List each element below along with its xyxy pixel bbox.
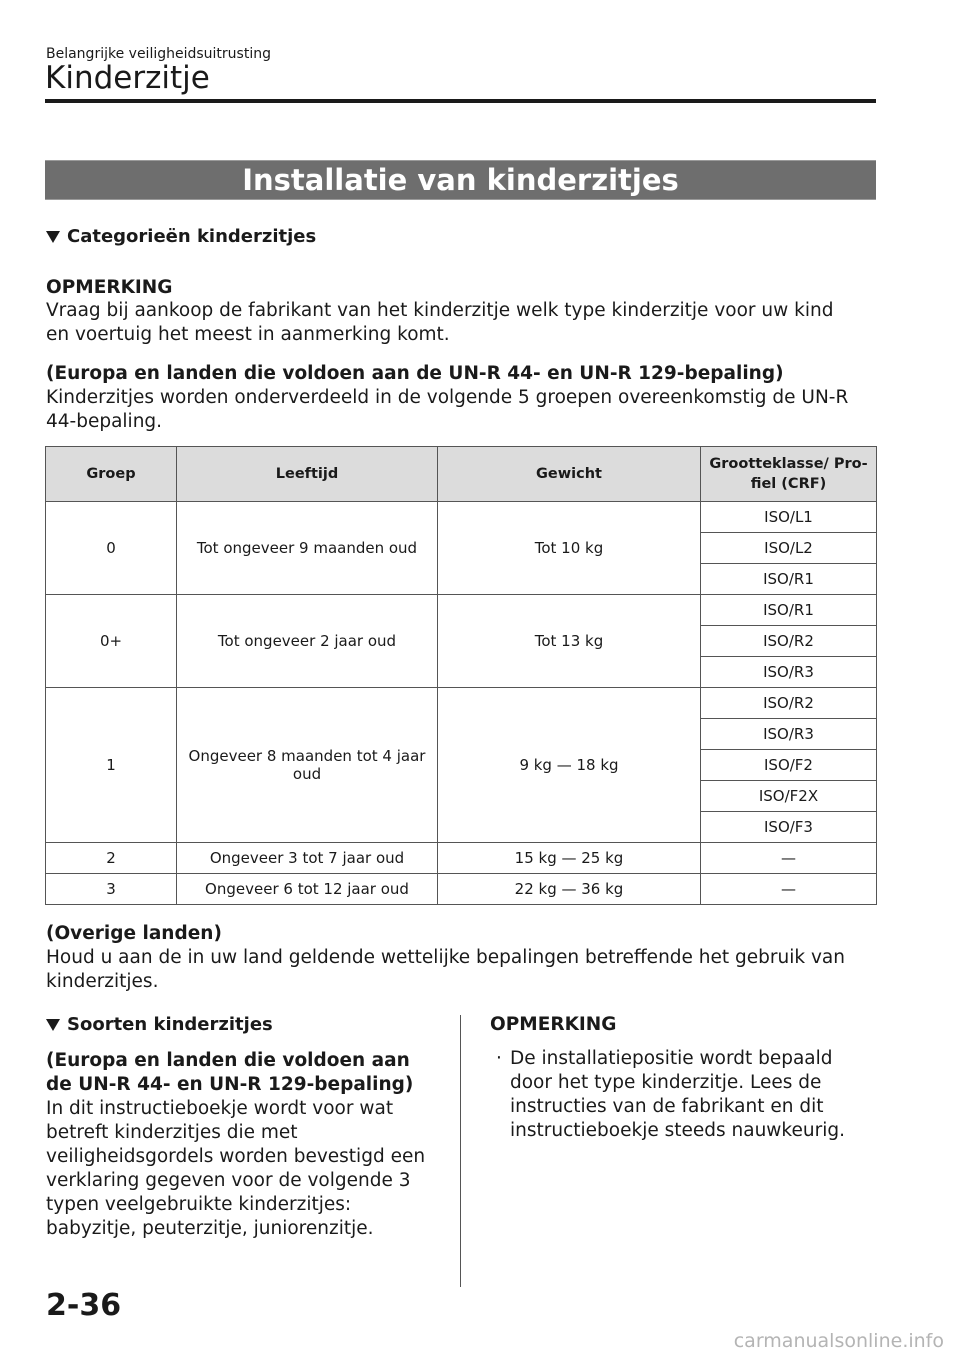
- other-countries-title: (Overige landen): [46, 923, 222, 944]
- age-cell: Ongeveer 8 maanden tot 4 jaar oud: [177, 688, 438, 843]
- footer-watermark: carmanualsonline.info: [733, 1330, 944, 1352]
- header-weight: Gewicht: [438, 447, 701, 502]
- table-row: [46, 843, 877, 874]
- group-cell: 1: [46, 688, 177, 843]
- group-cell: 0: [46, 502, 177, 595]
- size-class-cell: ISO/R2: [701, 688, 877, 719]
- group-cell: 2: [46, 843, 177, 874]
- header-group: Groep: [46, 447, 177, 502]
- categories-heading: [46, 226, 316, 247]
- size-class-cell: ISO/F2X: [701, 781, 877, 812]
- types-text: In dit instructieboekje wordt voor wat betreft kinderzitjes die met veiligheidsgordels worden bevestigd een verklaring gegeven voor de volgende 3 typen veelgebruikte kinderzitjes: babyzitje, peuterzitje, juniorenzitje.: [46, 1098, 426, 1239]
- group-cell: 0+: [46, 595, 177, 688]
- categories-note-label: OPMERKING: [46, 277, 173, 298]
- categories-heading-label: Categorieën kinderzitjes: [67, 226, 317, 247]
- types-heading: [46, 1014, 273, 1035]
- types-region-title: (Europa en landen die voldoen aan de UN‑R 44- en UN‑R 129-bepaling): [46, 1050, 414, 1095]
- size-class-cell: ISO/L2: [701, 533, 877, 564]
- size-class-cell: ISO/R3: [701, 719, 877, 750]
- size-class-cell: ISO/R2: [701, 626, 877, 657]
- bullet-dot-icon: ·: [496, 1048, 502, 1069]
- header-divider: [45, 99, 876, 103]
- weight-cell: Tot 13 kg: [438, 595, 701, 688]
- age-cell: Ongeveer 3 tot 7 jaar oud: [177, 843, 438, 874]
- right-note-bullet-text: De installatiepositie wordt bepaald door het type kinderzitje. Lees de instructies van de fabrikant en dit instructieboekje steeds nauwkeurig.: [510, 1048, 845, 1141]
- age-cell: Ongeveer 6 tot 12 jaar oud: [177, 874, 438, 905]
- triangle-down-icon: [46, 231, 60, 243]
- table-header-row: [46, 447, 877, 502]
- size-class-cell: —: [701, 843, 877, 874]
- group-cell: 3: [46, 874, 177, 905]
- size-class-cell: ISO/R1: [701, 564, 877, 595]
- section-banner-title: Installatie van kinderzitjes: [242, 163, 679, 197]
- table-row: [46, 502, 877, 533]
- other-countries-text: Houd u aan de in uw land geldende wettelijke bepalingen betreffende het gebruik van kinderzitjes.: [46, 947, 845, 992]
- right-note-label: OPMERKING: [490, 1014, 617, 1035]
- weight-cell: 15 kg — 25 kg: [438, 843, 701, 874]
- table-row: [46, 688, 877, 719]
- header-age: Leeftijd: [177, 447, 438, 502]
- page-title: Kinderzitje: [45, 60, 210, 96]
- size-class-cell: ISO/F2: [701, 750, 877, 781]
- weight-cell: Tot 10 kg: [438, 502, 701, 595]
- header-size-class: Grootteklasse/ Pro-fiel (CRF): [701, 447, 877, 502]
- size-class-cell: ISO/F3: [701, 812, 877, 843]
- age-cell: Tot ongeveer 2 jaar oud: [177, 595, 438, 688]
- size-class-cell: —: [701, 874, 877, 905]
- header-section-label: Belangrijke veiligheidsuitrusting: [46, 46, 271, 62]
- right-note-bullet: [496, 1047, 866, 1143]
- table-row: [46, 595, 877, 626]
- types-heading-label: Soorten kinderzitjes: [67, 1014, 273, 1035]
- page-number: 2-36: [46, 1288, 122, 1323]
- column-divider: [460, 1015, 461, 1287]
- categories-region-title: (Europa en landen die voldoen aan de UN‑R 44- en UN‑R 129-bepaling): [46, 363, 784, 384]
- weight-cell: 22 kg — 36 kg: [438, 874, 701, 905]
- triangle-down-icon: [46, 1019, 60, 1031]
- categories-note-text: Vraag bij aankoop de fabrikant van het kinderzitje welk type kinderzitje voor uw kind en voertuig het meest in aanmerking komt.: [46, 300, 834, 345]
- weight-cell: 9 kg — 18 kg: [438, 688, 701, 843]
- size-class-cell: ISO/R1: [701, 595, 877, 626]
- child-seat-groups-table: [45, 446, 877, 905]
- section-banner: [45, 160, 876, 200]
- age-cell: Tot ongeveer 9 maanden oud: [177, 502, 438, 595]
- size-class-cell: ISO/R3: [701, 657, 877, 688]
- categories-region-text: Kinderzitjes worden onderverdeeld in de volgende 5 groepen overeenkomstig de UN‑R 44-bepaling.: [46, 387, 849, 432]
- table-row: [46, 874, 877, 905]
- size-class-cell: ISO/L1: [701, 502, 877, 533]
